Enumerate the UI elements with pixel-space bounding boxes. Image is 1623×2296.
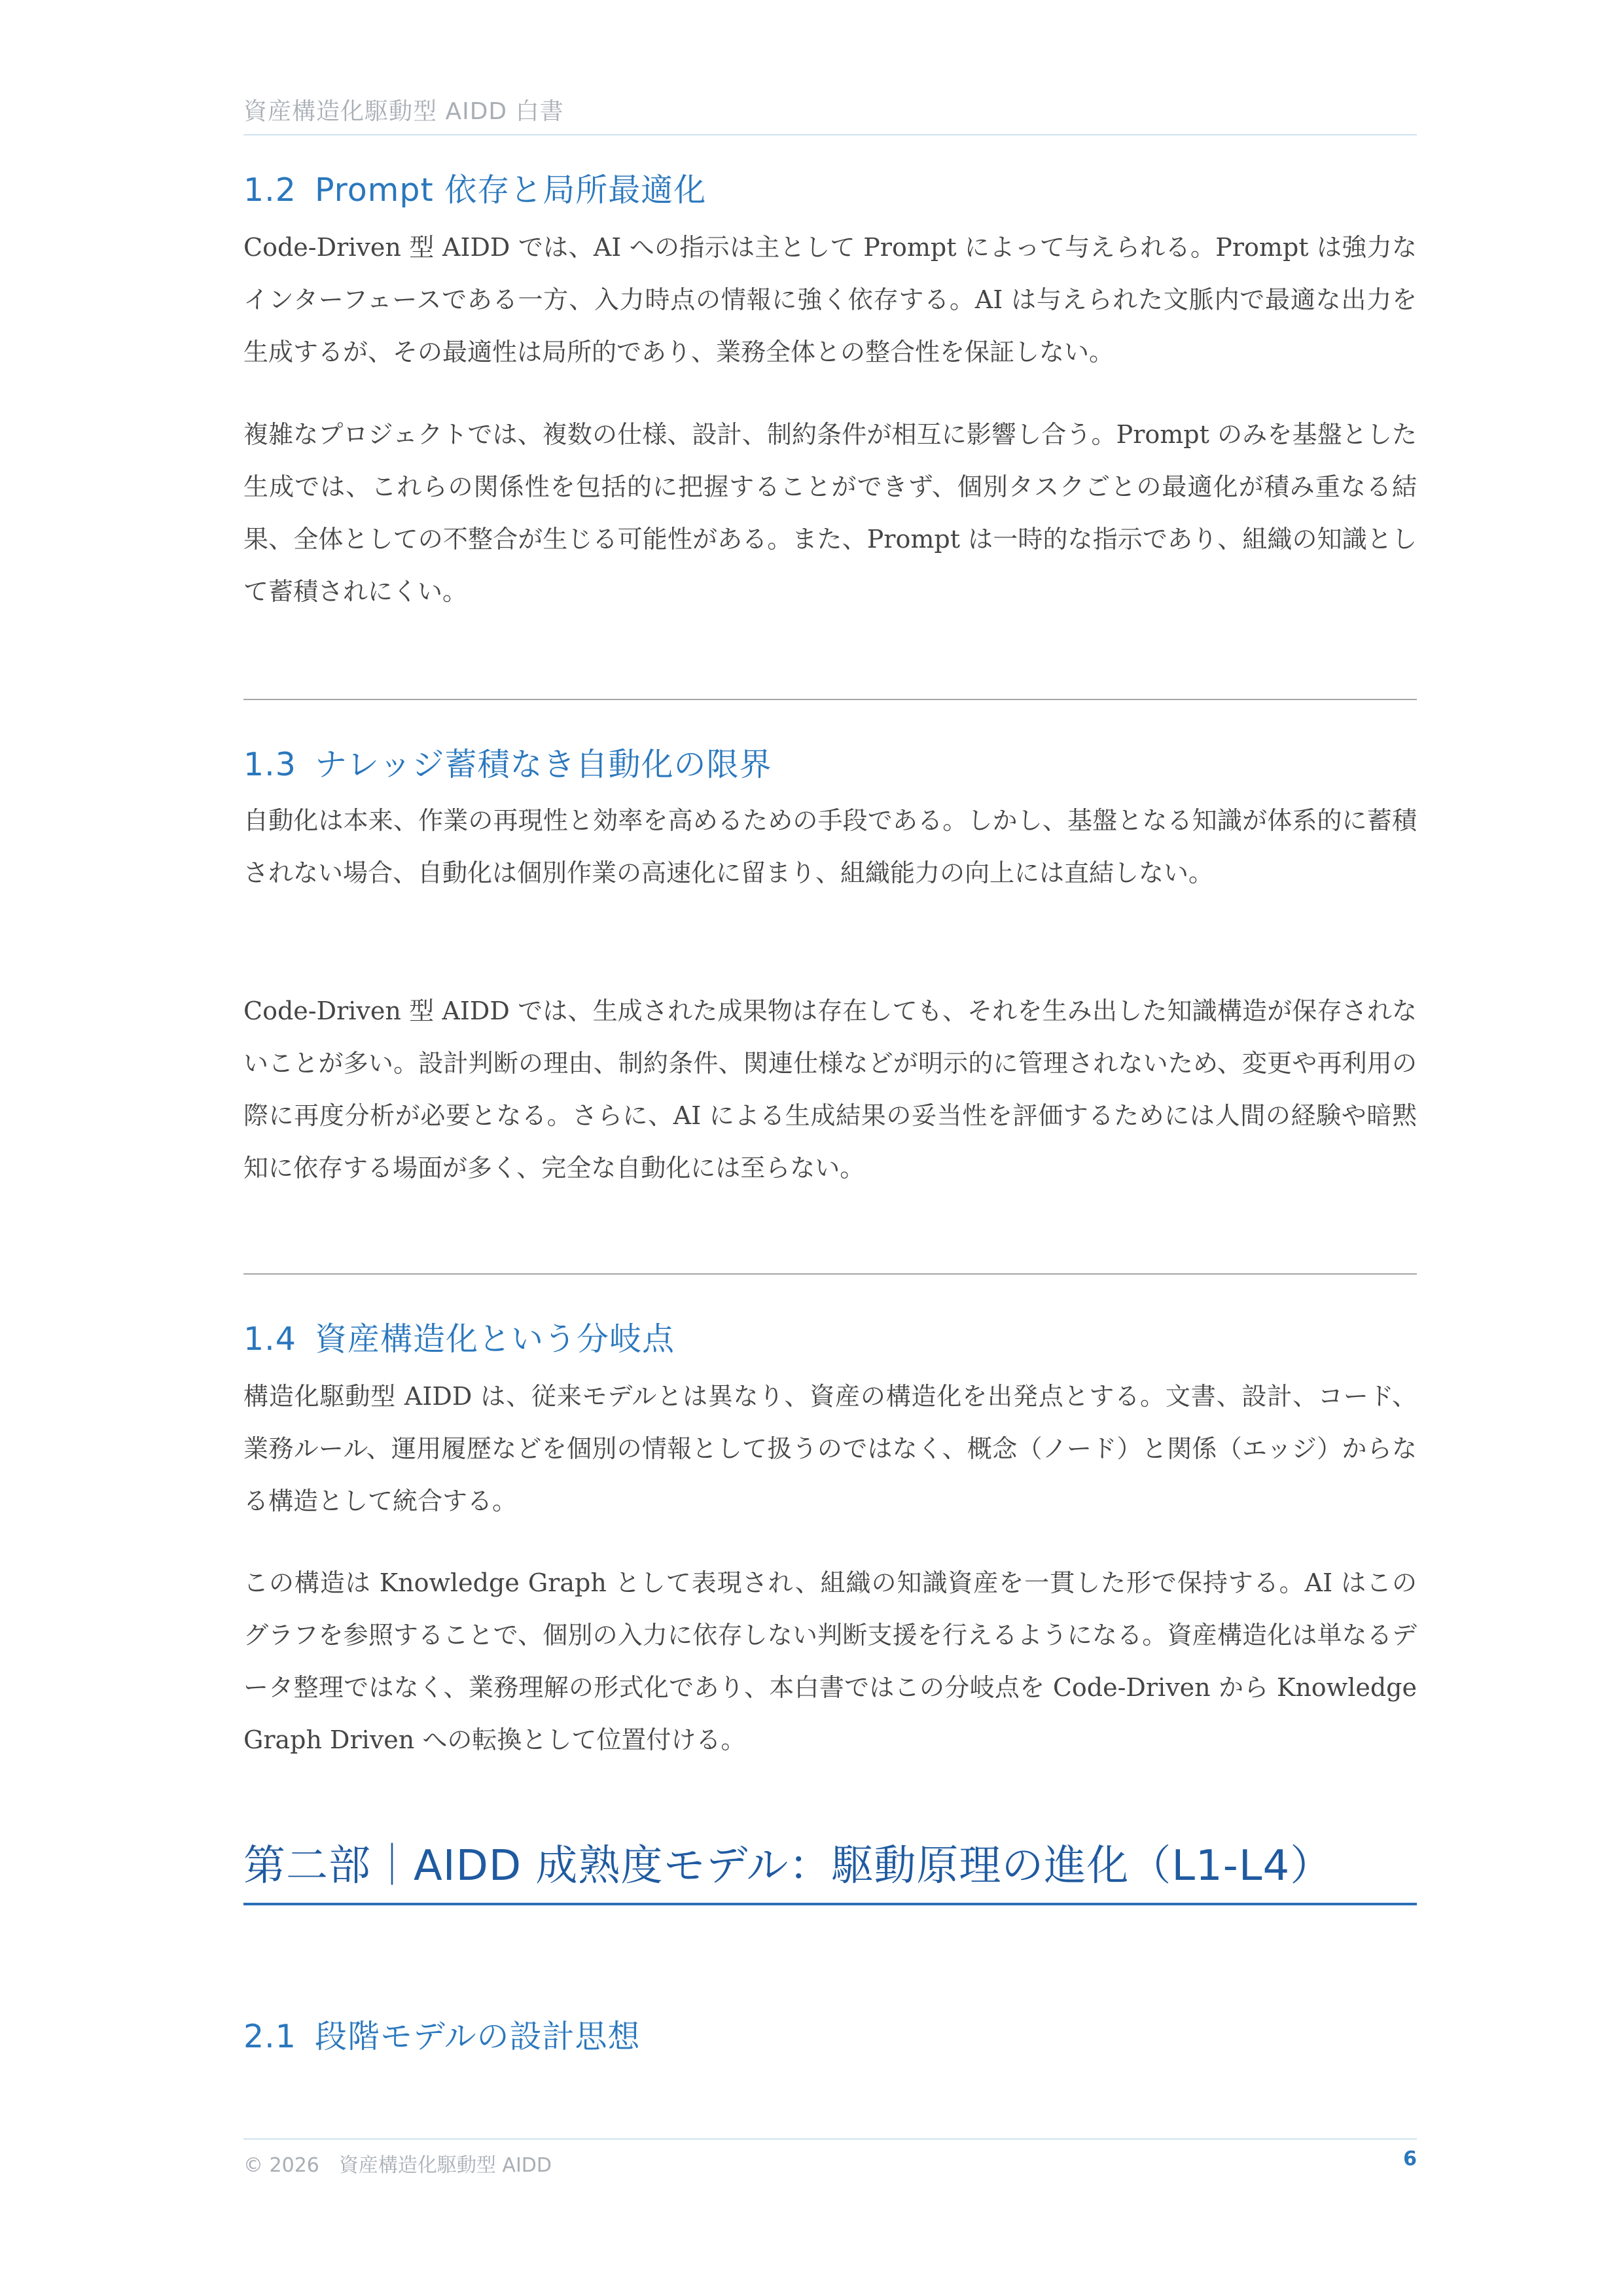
paragraph: Code-Driven 型 AIDD では、AI への指示は主として Prompt によって与えられる。Prompt は強力なインターフェースである一方、入力時点の情報に強く依存する。AI は与えられた文脈内で最適な出力を生成するが、その最適性は局所的であり、業務全体との整合性を保証しない。 <box>243 233 1417 366</box>
paragraph: Code-Driven 型 AIDD では、生成された成果物は存在しても、それを生み出した知識構造が保存されないことが多い。設計判断の理由、制約条件、関連仕様などが明示的に管理されないため、変更や再利用の際に再度分析が必要となる。さらに、AI による生成結果の妥当性を評価するためには人間の経験や暗黙知に依存する場面が多く、完全な自動化には至らない。 <box>243 997 1417 1182</box>
paragraph: 複雑なプロジェクトでは、複数の仕様、設計、制約条件が相互に影響し合う。Prompt のみを基盤とした生成では、これらの関係性を包括的に把握することができず、個別タスクごとの最適化が積み重なる結果、全体としての不整合が生じる可能性がある。また、Prompt は一時的な指示であり、組織の知識として蓄積されにくい。 <box>243 420 1417 606</box>
section-title: ナレッジ蓄積なき自動化の限界 <box>314 746 772 783</box>
paragraph: この構造は Knowledge Graph として表現され、組織の知識資産を一貫した形で保持する。AI はこのグラフを参照することで、個別の入力に依存しない判断支援を行えるようになる。資産構造化は単なるデータ整理ではなく、業務理解の形式化であり、本白書ではこの分岐点を Code-Driven から Knowledge Graph Driven への転換として位置付ける。 <box>243 1568 1417 1754</box>
footer-copyright: © 2026 資産構造化駆動型 AIDD <box>243 2154 552 2177</box>
section-title: 段階モデルの設計思想 <box>314 2018 641 2055</box>
section-heading-2-1 <box>243 2011 641 2057</box>
header-rule <box>243 134 1417 135</box>
paragraph: 自動化は本来、作業の再現性と効率を高めるための手段である。しかし、基盤となる知識が体系的に蓄積されない場合、自動化は個別作業の高速化に留まり、組織能力の向上には直結しない。 <box>243 806 1417 887</box>
section-number: 1.2 <box>243 171 296 209</box>
part-heading: 第二部｜AIDD 成熟度モデル：駆動原理の進化（L1-L4） <box>243 1842 1333 1890</box>
part-heading-rule <box>243 1903 1417 1905</box>
section-divider <box>243 1273 1417 1275</box>
paragraph: 構造化駆動型 AIDD は、従来モデルとは異なり、資産の構造化を出発点とする。文書、設計、コード、業務ルール、運用履歴などを個別の情報として扱うのではなく、概念（ノード）と関係（エッジ）からなる構造として統合する。 <box>243 1382 1417 1515</box>
running-header: 資産構造化駆動型 AIDD 白書 <box>243 98 564 125</box>
section-heading-1-2 <box>243 165 706 211</box>
section-number: 1.3 <box>243 746 296 783</box>
section-heading-1-4 <box>243 1314 675 1360</box>
section-title: 資産構造化という分岐点 <box>314 1320 675 1358</box>
section-heading-1-3 <box>243 739 772 785</box>
section-number: 1.4 <box>243 1320 296 1358</box>
section-number: 2.1 <box>243 2018 296 2055</box>
section-divider <box>243 699 1417 700</box>
page-number: 6 <box>1403 2147 1417 2170</box>
footer-rule <box>243 2138 1417 2140</box>
section-title: Prompt 依存と局所最適化 <box>314 171 707 209</box>
